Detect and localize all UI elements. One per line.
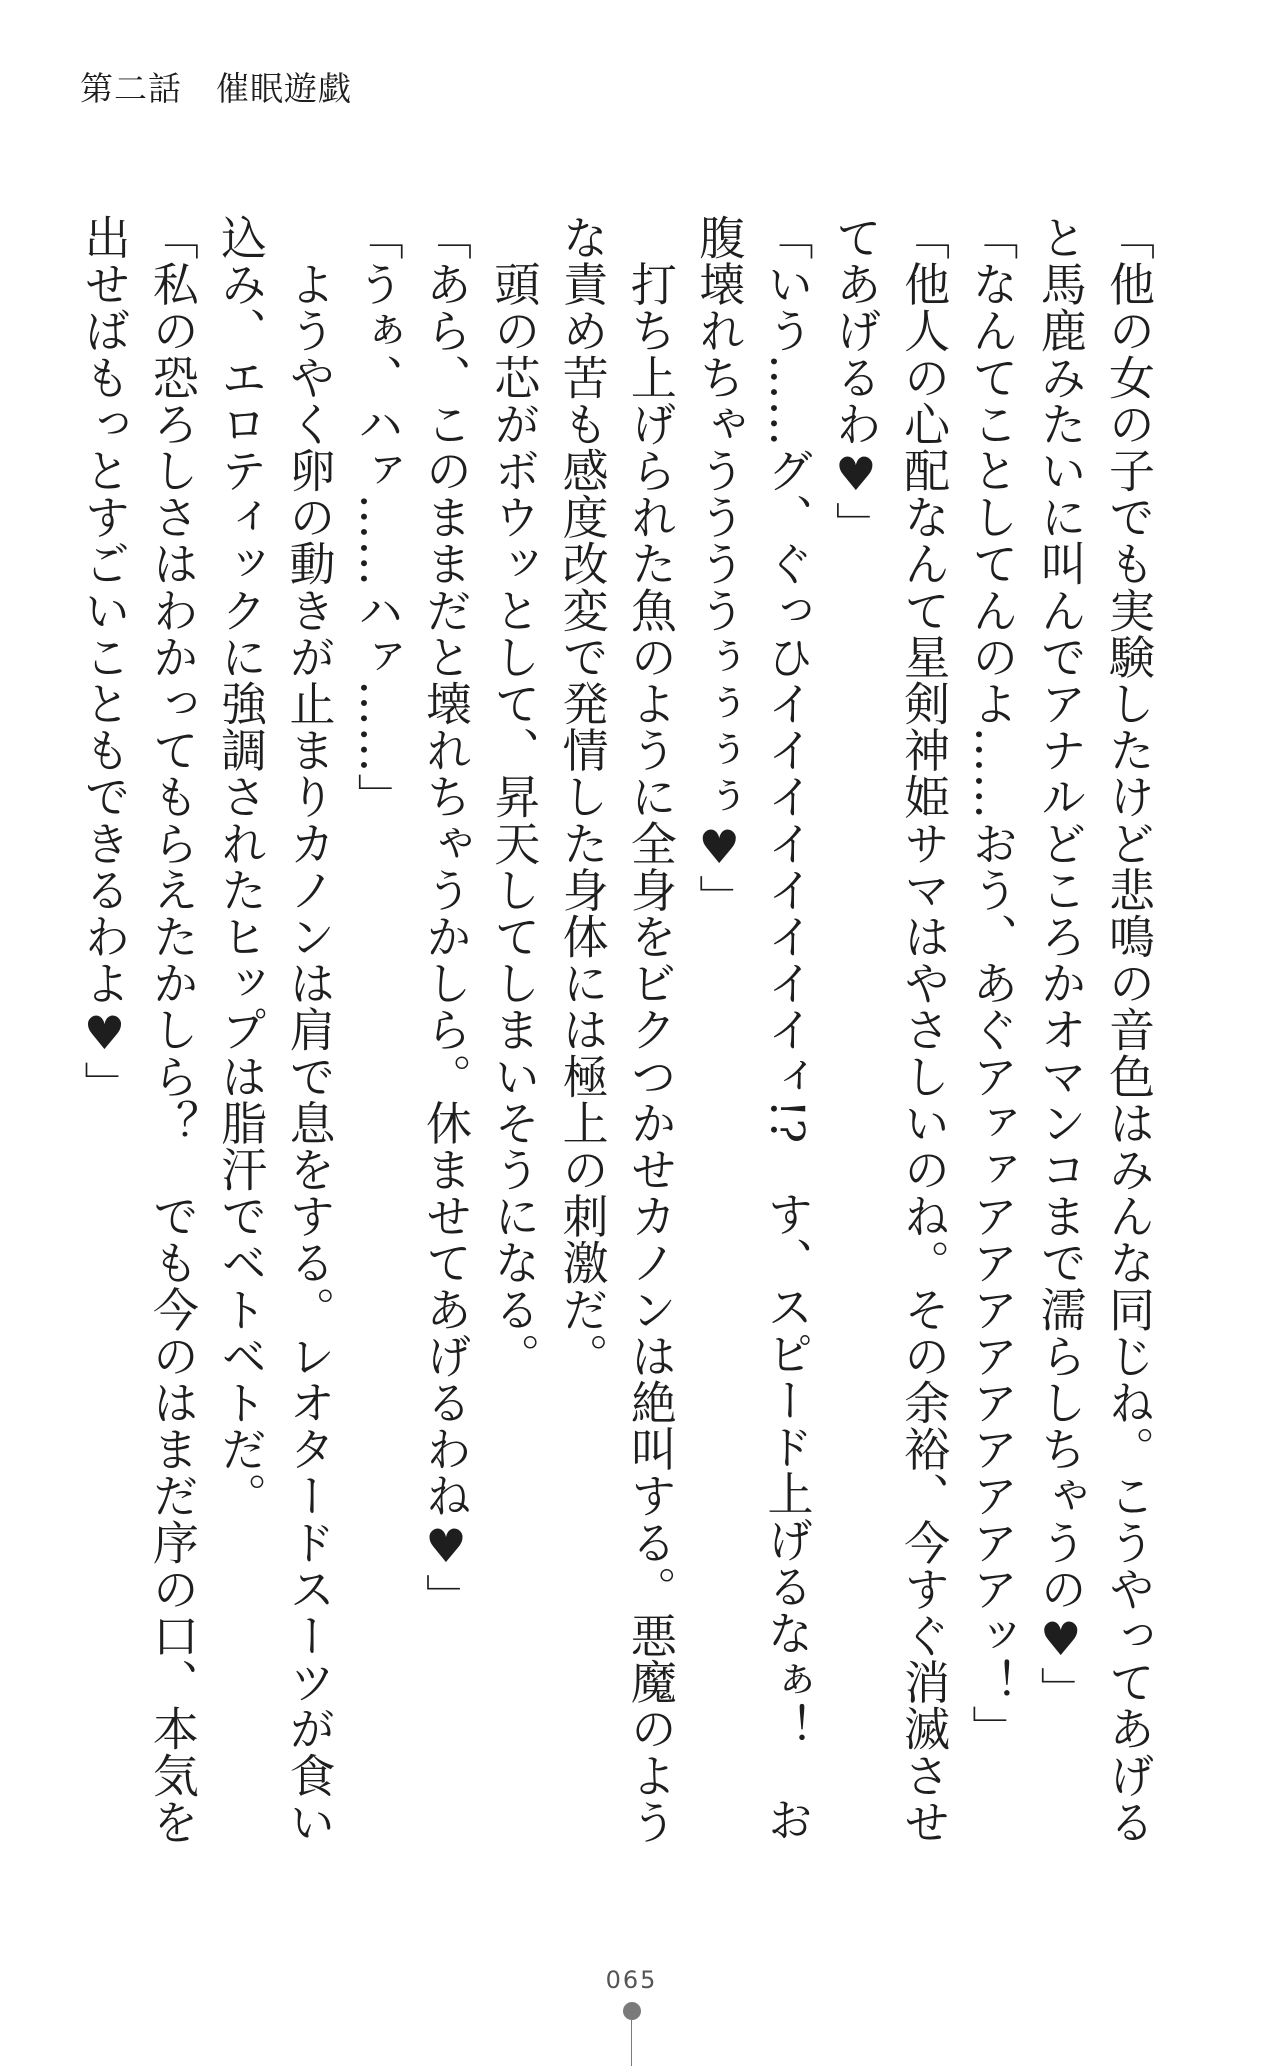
paragraph: 「私の恐ろしさはわかってもらえたかしら？ でも今のはまだ序の口、本気を出せばもっとすごいこともできるわよ♥」 [77, 214, 200, 1845]
novel-body-text [70, 214, 1163, 1864]
paragraph: 「他人の心配なんて星剣神姫サマはやさしいのね。その余裕、今すぐ消滅させてあげるわ♥」 [828, 214, 952, 1845]
paragraph: 頭の芯がボウッとして、昇天してしまいそうになる。 [487, 214, 542, 1379]
paragraph: 「あら、このままだと壊れちゃうかしら。休ませてあげるわね♥」 [419, 214, 474, 1620]
paragraph: 「他の女の子でも実験したけど悲鳴の音色はみんな同じね。こうやってあげると馬鹿みたいに叫んでアナルどころかオマンコまで濡らしちゃうの♥」 [1033, 214, 1156, 1845]
chapter-header: 第二話 催眠遊戯 [80, 69, 352, 108]
paragraph: ようやく卵の動きが止まりカノンは肩で息をする。レオタードスーツが食い込み、エロティックに強調されたヒップは脂汗でベトベトだ。 [214, 214, 337, 1845]
page-number: 065 [605, 1966, 658, 1994]
paragraph: 打ち上げられた魚のように全身をビクつかせカノンは絶叫する。悪魔のような責め苦も感度改変で発情した身体には極上の刺激だ。 [555, 214, 678, 1845]
paragraph: 「うぁ、ハァ……ハァ……」 [350, 214, 405, 820]
paragraph: 「いう……グ、ぐっひイイイイイイイイィ!? す、スピード上げるなぁ！ お腹壊れちゃううううぅぅぅぅ♥」 [692, 214, 815, 1843]
page-marker-line [631, 2020, 632, 2066]
paragraph: 「なんてことしてんのよ……おう、あぐアァァアアアアアアアアアッ！」 [965, 214, 1020, 1752]
page-marker-dot [623, 2002, 641, 2020]
